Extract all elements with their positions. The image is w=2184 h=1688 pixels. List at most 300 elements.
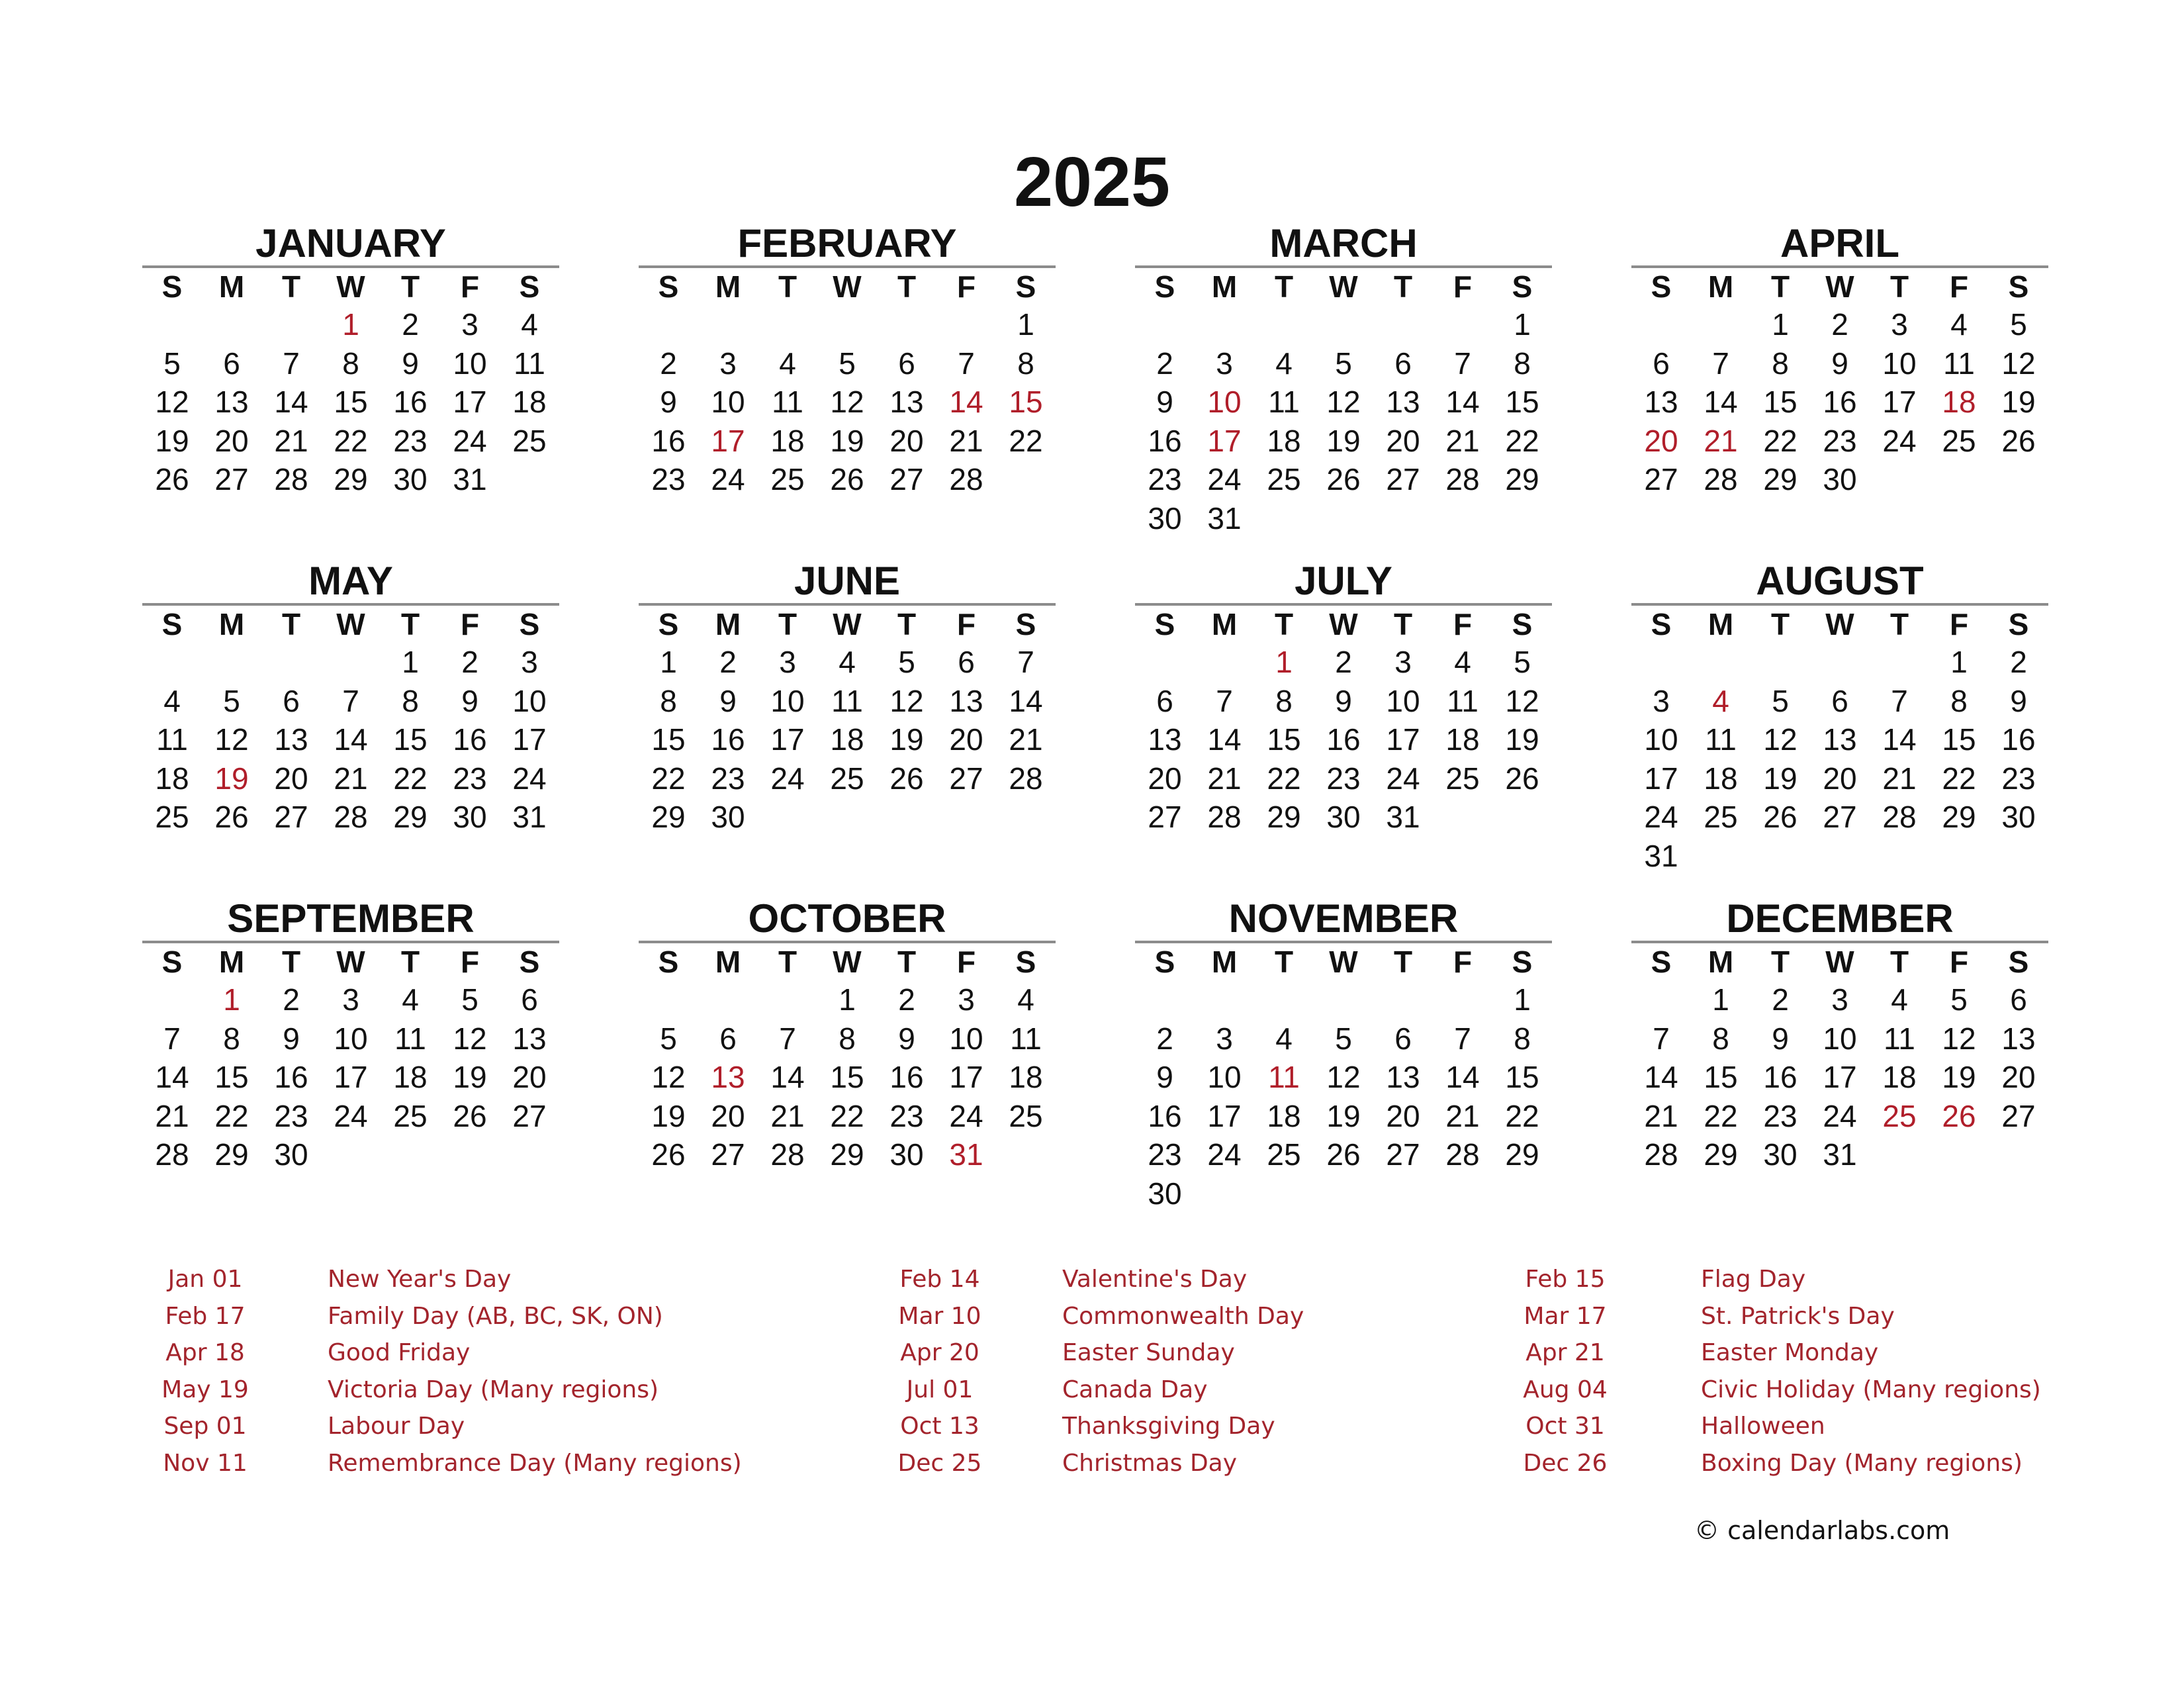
holiday-date: Jan 01 xyxy=(167,1266,243,1293)
day-cell: 6 xyxy=(521,982,538,1017)
empty-cell xyxy=(1254,1174,1314,1213)
weekday-label: S xyxy=(1015,269,1036,304)
empty-cell xyxy=(996,1135,1056,1174)
weekday-label: M xyxy=(218,269,245,304)
weekday-label: M xyxy=(218,945,245,979)
day-cell: 7 xyxy=(958,346,975,381)
day-cell: 4 xyxy=(1950,307,1968,342)
day-cell: 28 xyxy=(1445,462,1480,496)
empty-cell xyxy=(261,305,321,344)
day-cell: 25 xyxy=(1267,1137,1301,1172)
day-cell: 19 xyxy=(453,1060,487,1094)
day-cell: 6 xyxy=(719,1021,737,1056)
day-cell: 10 xyxy=(453,346,487,381)
empty-cell xyxy=(142,643,202,682)
day-cell: 3 xyxy=(779,645,796,679)
day-cell: 25 xyxy=(1445,761,1480,796)
empty-cell xyxy=(1135,643,1195,682)
day-cell: 27 xyxy=(711,1137,745,1172)
week-row xyxy=(142,798,559,837)
week-row xyxy=(1631,1135,2048,1174)
day-cell: 27 xyxy=(889,462,924,496)
day-cell: 29 xyxy=(1704,1137,1738,1172)
day-cell: 19 xyxy=(1326,1098,1361,1133)
day-cell: 14 xyxy=(1445,385,1480,419)
day-cell: 7 xyxy=(163,1021,181,1056)
month-march xyxy=(1135,222,1552,538)
empty-cell xyxy=(1314,499,1373,538)
day-cell: 11 xyxy=(1268,1060,1300,1094)
day-cell: 10 xyxy=(512,683,547,718)
month-name: FEBRUARY xyxy=(639,222,1056,268)
empty-cell xyxy=(877,305,936,344)
day-cell: 1 xyxy=(1772,307,1789,342)
weekday-label: S xyxy=(1512,945,1533,979)
weekday-label: M xyxy=(1707,945,1734,979)
day-cell: 27 xyxy=(1148,800,1182,834)
day-cell: 26 xyxy=(2001,423,2036,458)
day-cell: 4 xyxy=(521,307,538,342)
day-cell: 15 xyxy=(1704,1060,1738,1094)
weekday-label: T xyxy=(1393,945,1413,979)
day-cell: 17 xyxy=(1386,722,1420,757)
weekday-label: F xyxy=(1453,269,1473,304)
week-row xyxy=(142,1097,559,1136)
month-december xyxy=(1631,897,2048,1174)
day-cell: 28 xyxy=(274,462,308,496)
empty-cell xyxy=(1195,305,1254,344)
day-cell: 16 xyxy=(1823,385,1857,419)
day-cell: 4 xyxy=(402,982,419,1017)
empty-cell xyxy=(1492,1174,1552,1213)
day-cell: 18 xyxy=(830,722,864,757)
day-cell: 11 xyxy=(1884,1021,1915,1056)
empty-cell xyxy=(996,798,1056,837)
weekday-header xyxy=(142,268,559,305)
day-cell: 6 xyxy=(1653,346,1670,381)
day-cell: 28 xyxy=(334,800,368,834)
weekday-label: F xyxy=(1949,945,1969,979)
empty-cell xyxy=(1989,460,2048,499)
day-cell: 6 xyxy=(898,346,915,381)
week-row xyxy=(1631,305,2048,344)
day-cell: 21 xyxy=(274,423,308,458)
empty-cell xyxy=(1751,837,1810,876)
day-cell: 23 xyxy=(2001,761,2036,796)
day-cell: 11 xyxy=(1447,683,1479,718)
weekday-label: W xyxy=(1329,945,1358,979)
day-cell: 23 xyxy=(651,462,686,496)
weekday-label: M xyxy=(715,269,741,304)
day-cell: 3 xyxy=(1216,346,1233,381)
day-cell: 24 xyxy=(1207,462,1242,496)
day-cell: 23 xyxy=(1148,462,1182,496)
empty-cell xyxy=(1195,980,1254,1019)
weekday-label: S xyxy=(1651,945,1672,979)
day-cell: 21 xyxy=(1207,761,1242,796)
day-cell: 11 xyxy=(1943,346,1975,381)
week-row xyxy=(142,460,559,499)
weekday-label: T xyxy=(778,945,797,979)
day-cell: 13 xyxy=(274,722,308,757)
week-row xyxy=(1135,1097,1552,1136)
holiday-date: Feb 14 xyxy=(899,1266,980,1293)
empty-cell xyxy=(1870,837,1929,876)
day-cell: 8 xyxy=(342,346,359,381)
weekday-header xyxy=(1135,943,1552,980)
day-cell: 28 xyxy=(1009,761,1043,796)
empty-cell xyxy=(1929,460,1989,499)
day-cell: 14 xyxy=(274,385,308,419)
empty-cell xyxy=(1870,1135,1929,1174)
holiday-name: Easter Monday xyxy=(1701,1339,1879,1366)
holiday-date: Dec 25 xyxy=(897,1449,982,1477)
day-cell: 22 xyxy=(1704,1098,1738,1133)
week-row xyxy=(142,1058,559,1097)
day-cell: 30 xyxy=(1148,500,1182,536)
day-cell: 28 xyxy=(155,1137,189,1172)
day-cell: 16 xyxy=(1326,722,1361,757)
weekday-label: M xyxy=(715,945,741,979)
weekday-label: T xyxy=(1274,945,1294,979)
day-cell: 26 xyxy=(1505,761,1539,796)
weekday-label: S xyxy=(658,607,679,641)
day-cell: 27 xyxy=(1386,1137,1420,1172)
day-cell: 5 xyxy=(1335,1021,1352,1056)
empty-cell xyxy=(639,305,698,344)
weekday-label: T xyxy=(400,269,420,304)
day-cell: 2 xyxy=(1156,1021,1173,1056)
month-november xyxy=(1135,897,1552,1213)
day-cell: 29 xyxy=(651,800,686,834)
day-cell: 16 xyxy=(453,722,487,757)
weekday-label: S xyxy=(1154,945,1175,979)
day-cell: 25 xyxy=(512,423,547,458)
day-cell: 5 xyxy=(1950,982,1968,1017)
day-cell: 19 xyxy=(651,1098,686,1133)
day-cell: 23 xyxy=(453,761,487,796)
day-cell: 10 xyxy=(770,683,805,718)
week-row xyxy=(1135,499,1552,538)
weekday-label: S xyxy=(2008,607,2029,641)
weekday-label: S xyxy=(161,945,183,979)
weekday-label: M xyxy=(1707,269,1734,304)
day-cell: 3 xyxy=(342,982,359,1017)
day-cell: 16 xyxy=(2001,722,2036,757)
empty-cell xyxy=(202,643,261,682)
day-cell: 9 xyxy=(898,1021,915,1056)
day-cell: 13 xyxy=(1148,722,1182,757)
day-cell: 1 xyxy=(1950,645,1968,679)
weekday-label: S xyxy=(161,269,183,304)
weekday-label: S xyxy=(1651,269,1672,304)
weekday-label: F xyxy=(1453,945,1473,979)
day-cell: 13 xyxy=(1644,385,1678,419)
day-cell: 3 xyxy=(1891,307,1908,342)
weekday-header xyxy=(1135,268,1552,305)
weekday-label: T xyxy=(1393,269,1413,304)
day-cell: 29 xyxy=(1942,800,1976,834)
day-cell: 7 xyxy=(1017,645,1034,679)
week-row xyxy=(639,1058,1056,1097)
day-cell: 23 xyxy=(889,1098,924,1133)
weekday-label: T xyxy=(1889,269,1909,304)
day-cell: 19 xyxy=(1763,761,1797,796)
empty-cell xyxy=(758,980,817,1019)
day-cell: 24 xyxy=(1882,423,1917,458)
day-cell: 17 xyxy=(1644,761,1678,796)
day-cell: 8 xyxy=(223,1021,240,1056)
day-cell: 26 xyxy=(1326,1137,1361,1172)
day-cell: 21 xyxy=(1445,1098,1480,1133)
holiday-date: Apr 21 xyxy=(1525,1339,1605,1366)
holiday-date: Mar 10 xyxy=(898,1302,981,1330)
day-cell: 29 xyxy=(334,462,368,496)
day-cell: 1 xyxy=(223,982,240,1017)
week-row xyxy=(639,643,1056,682)
weekday-label: W xyxy=(1825,945,1854,979)
day-cell: 9 xyxy=(461,683,478,718)
holiday-date: Dec 26 xyxy=(1523,1449,1608,1477)
holiday-list xyxy=(0,1261,2184,1486)
weekday-label: T xyxy=(1274,607,1294,641)
day-cell: 5 xyxy=(2010,307,2027,342)
day-cell: 20 xyxy=(512,1060,547,1094)
day-cell: 31 xyxy=(453,462,487,496)
day-cell: 26 xyxy=(453,1098,487,1133)
day-cell: 13 xyxy=(1823,722,1857,757)
day-cell: 1 xyxy=(342,307,359,342)
day-cell: 8 xyxy=(839,1021,856,1056)
week-row xyxy=(1631,1097,2048,1136)
day-cell: 28 xyxy=(949,462,983,496)
day-cell: 4 xyxy=(163,683,181,718)
day-cell: 11 xyxy=(1010,1021,1042,1056)
empty-cell xyxy=(1751,643,1810,682)
day-cell: 26 xyxy=(1763,800,1797,834)
day-cell: 18 xyxy=(1267,423,1301,458)
holiday-date: Mar 17 xyxy=(1524,1302,1607,1330)
day-cell: 24 xyxy=(1207,1137,1242,1172)
day-cell: 19 xyxy=(155,423,189,458)
day-cell: 31 xyxy=(1823,1137,1857,1172)
month-name: SEPTEMBER xyxy=(142,897,559,943)
day-cell: 13 xyxy=(512,1021,547,1056)
week-row xyxy=(1135,1135,1552,1174)
day-cell: 23 xyxy=(1326,761,1361,796)
day-cell: 5 xyxy=(660,1021,677,1056)
day-cell: 31 xyxy=(1207,500,1242,536)
day-cell: 30 xyxy=(453,800,487,834)
day-cell: 12 xyxy=(1942,1021,1976,1056)
day-cell: 7 xyxy=(1712,346,1729,381)
day-cell: 9 xyxy=(1156,1060,1173,1094)
weekday-label: T xyxy=(400,607,420,641)
weekday-header xyxy=(639,606,1056,643)
week-row xyxy=(1135,1174,1552,1213)
day-cell: 25 xyxy=(1942,423,1976,458)
day-cell: 12 xyxy=(1326,1060,1361,1094)
day-cell: 29 xyxy=(830,1137,864,1172)
day-cell: 5 xyxy=(1335,346,1352,381)
empty-cell xyxy=(1631,980,1691,1019)
weekday-label: W xyxy=(336,269,365,304)
weekday-label: M xyxy=(1211,607,1238,641)
day-cell: 28 xyxy=(1644,1137,1678,1172)
month-name: JANUARY xyxy=(142,222,559,268)
week-row xyxy=(142,1135,559,1174)
empty-cell xyxy=(758,305,817,344)
day-cell: 22 xyxy=(214,1098,249,1133)
day-cell: 23 xyxy=(1763,1098,1797,1133)
day-cell: 21 xyxy=(770,1098,805,1133)
day-cell: 31 xyxy=(1644,838,1678,873)
empty-cell xyxy=(936,798,996,837)
empty-cell xyxy=(1929,837,1989,876)
week-row xyxy=(142,344,559,383)
day-cell: 12 xyxy=(651,1060,686,1094)
day-cell: 31 xyxy=(949,1137,983,1172)
empty-cell xyxy=(1631,643,1691,682)
month-july xyxy=(1135,559,1552,837)
day-cell: 26 xyxy=(651,1137,686,1172)
day-cell: 25 xyxy=(393,1098,428,1133)
day-cell: 10 xyxy=(1882,346,1917,381)
week-row xyxy=(142,305,559,344)
month-february xyxy=(639,222,1056,499)
holiday-name: Christmas Day xyxy=(1062,1449,1238,1477)
month-september xyxy=(142,897,559,1174)
day-cell: 5 xyxy=(898,645,915,679)
day-cell: 2 xyxy=(898,982,915,1017)
day-cell: 7 xyxy=(1216,683,1233,718)
day-cell: 19 xyxy=(830,423,864,458)
empty-cell xyxy=(1314,1174,1373,1213)
day-cell: 20 xyxy=(711,1098,745,1133)
week-row xyxy=(639,798,1056,837)
day-cell: 6 xyxy=(1394,346,1412,381)
day-cell: 17 xyxy=(770,722,805,757)
month-name: MARCH xyxy=(1135,222,1552,268)
holiday-date: Oct 31 xyxy=(1525,1413,1605,1440)
day-cell: 12 xyxy=(1505,683,1539,718)
week-row xyxy=(639,1097,1056,1136)
week-row xyxy=(1631,383,2048,422)
empty-cell xyxy=(698,305,758,344)
day-cell: 2 xyxy=(660,346,677,381)
empty-cell xyxy=(758,798,817,837)
day-cell: 10 xyxy=(949,1021,983,1056)
weekday-label: F xyxy=(460,607,480,641)
weekday-label: F xyxy=(1949,607,1969,641)
holiday-name: Halloween xyxy=(1701,1413,1825,1440)
day-cell: 4 xyxy=(1275,346,1293,381)
day-cell: 4 xyxy=(1712,683,1729,718)
week-row xyxy=(1135,1019,1552,1058)
day-cell: 7 xyxy=(1454,1021,1471,1056)
day-cell: 27 xyxy=(1823,800,1857,834)
empty-cell xyxy=(1433,305,1492,344)
day-cell: 1 xyxy=(402,645,419,679)
day-cell: 4 xyxy=(1454,645,1471,679)
holiday-name: St. Patrick's Day xyxy=(1701,1302,1895,1330)
day-cell: 26 xyxy=(214,800,249,834)
empty-cell xyxy=(142,980,202,1019)
day-cell: 5 xyxy=(1514,645,1531,679)
day-cell: 22 xyxy=(1267,761,1301,796)
day-cell: 25 xyxy=(1267,462,1301,496)
weekday-label: S xyxy=(2008,945,2029,979)
weekday-header xyxy=(142,606,559,643)
day-cell: 16 xyxy=(274,1060,308,1094)
empty-cell xyxy=(1691,643,1751,682)
day-cell: 3 xyxy=(958,982,975,1017)
weekday-label: S xyxy=(1512,269,1533,304)
day-cell: 23 xyxy=(1823,423,1857,458)
week-row xyxy=(1631,837,2048,876)
empty-cell xyxy=(1314,980,1373,1019)
day-cell: 28 xyxy=(770,1137,805,1172)
weekday-label: W xyxy=(833,945,862,979)
day-cell: 6 xyxy=(1394,1021,1412,1056)
day-cell: 30 xyxy=(2001,800,2036,834)
day-cell: 19 xyxy=(1326,423,1361,458)
empty-cell xyxy=(1254,499,1314,538)
weekday-label: F xyxy=(460,945,480,979)
day-cell: 31 xyxy=(512,800,547,834)
day-cell: 26 xyxy=(1326,462,1361,496)
day-cell: 9 xyxy=(2010,683,2027,718)
weekday-label: T xyxy=(1889,607,1909,641)
weekday-label: M xyxy=(715,607,741,641)
weekday-label: M xyxy=(218,607,245,641)
day-cell: 6 xyxy=(1831,683,1848,718)
day-cell: 17 xyxy=(949,1060,983,1094)
holiday-date: Aug 04 xyxy=(1523,1376,1608,1403)
empty-cell xyxy=(1631,305,1691,344)
day-cell: 2 xyxy=(1831,307,1848,342)
empty-cell xyxy=(1373,305,1433,344)
day-cell: 28 xyxy=(1445,1137,1480,1172)
day-cell: 25 xyxy=(1009,1098,1043,1133)
holiday-date: Sep 01 xyxy=(163,1413,247,1440)
day-cell: 29 xyxy=(1505,1137,1539,1172)
day-cell: 14 xyxy=(334,722,368,757)
day-cell: 29 xyxy=(393,800,428,834)
day-cell: 25 xyxy=(155,800,189,834)
weekday-label: W xyxy=(336,607,365,641)
empty-cell xyxy=(1492,798,1552,837)
day-cell: 17 xyxy=(1882,385,1917,419)
holiday-name: Boxing Day (Many regions) xyxy=(1701,1449,2023,1477)
weekday-label: M xyxy=(1707,607,1734,641)
day-cell: 21 xyxy=(155,1098,189,1133)
week-row xyxy=(639,720,1056,759)
empty-cell xyxy=(1195,1174,1254,1213)
empty-cell xyxy=(1373,1174,1433,1213)
day-cell: 8 xyxy=(660,683,677,718)
empty-cell xyxy=(440,1135,500,1174)
day-cell: 15 xyxy=(393,722,428,757)
holiday-name: Victoria Day (Many regions) xyxy=(328,1376,659,1403)
day-cell: 15 xyxy=(1763,385,1797,419)
footer-credit: © calendarlabs.com xyxy=(1694,1516,1950,1545)
empty-cell xyxy=(500,1135,559,1174)
day-cell: 4 xyxy=(839,645,856,679)
day-cell: 21 xyxy=(1704,423,1738,458)
day-cell: 2 xyxy=(2010,645,2027,679)
day-cell: 8 xyxy=(1275,683,1293,718)
